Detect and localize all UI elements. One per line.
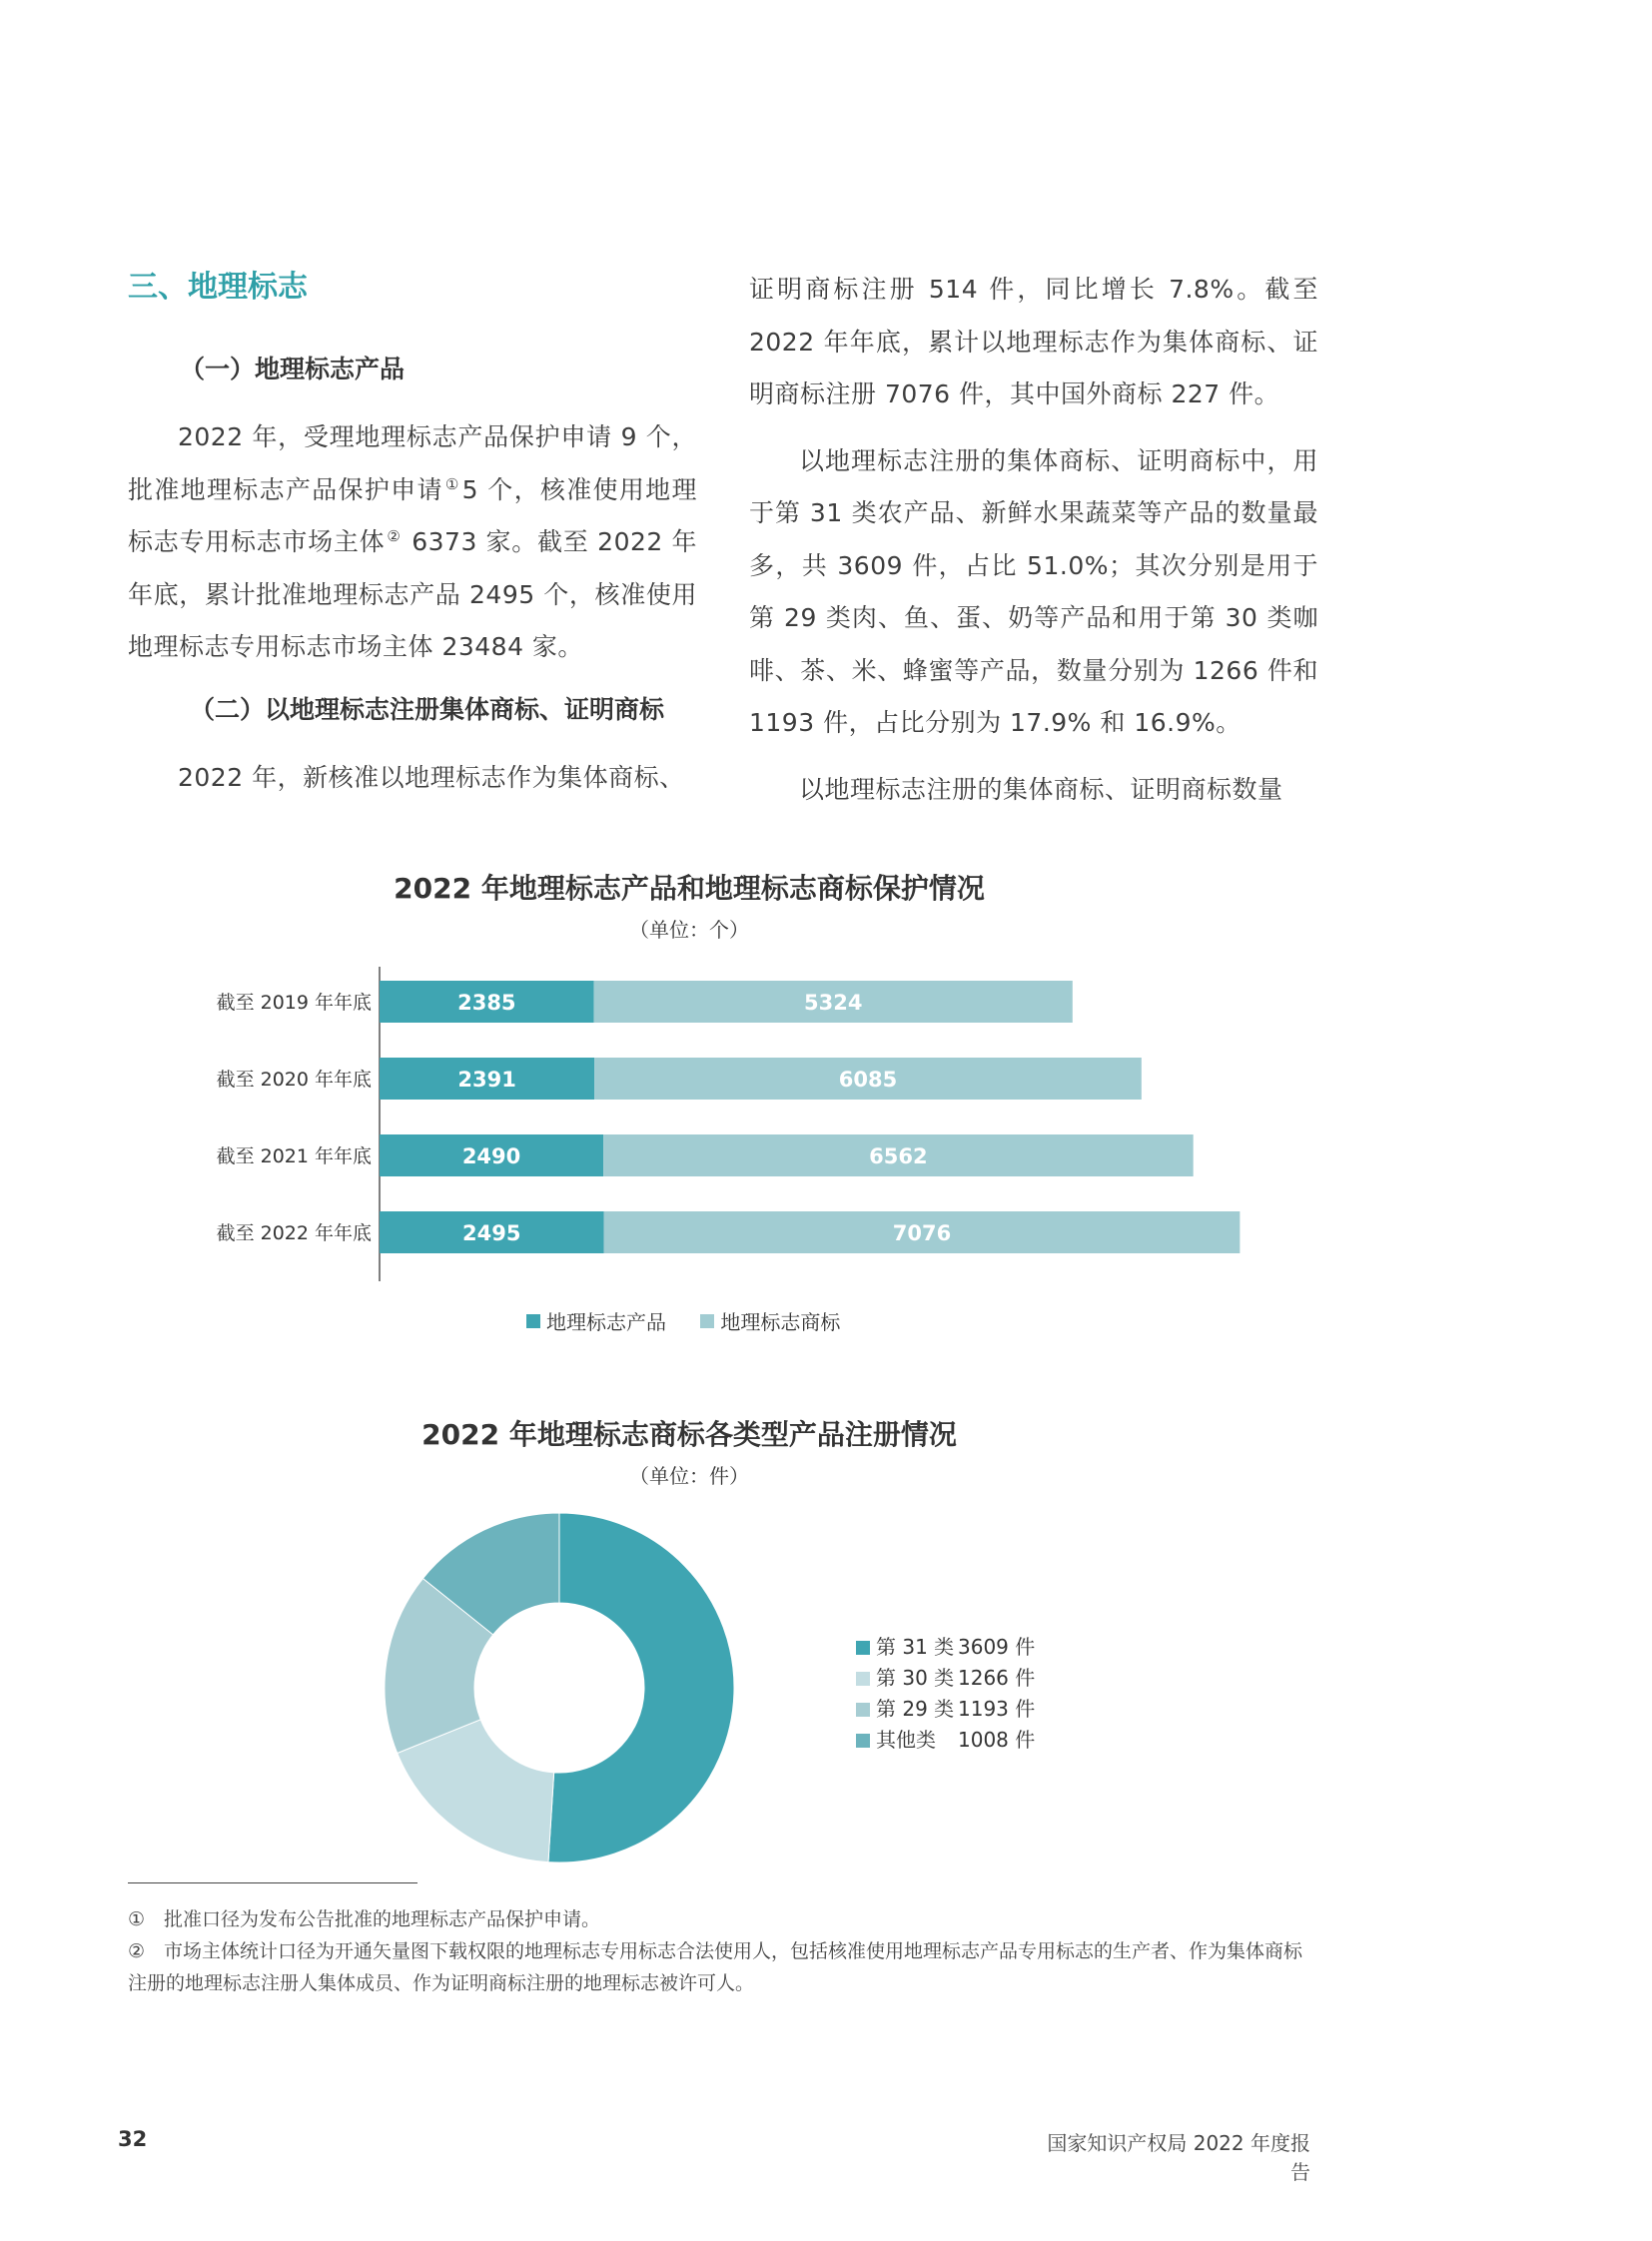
footnotes [128,1903,1306,1999]
data-label: 2495 [462,1221,521,1245]
data-label: 2490 [461,1144,521,1168]
footnote-1: ① 批准口径为发布公告批准的地理标志产品保护申请。 [128,1908,601,1930]
subsection-title-trademarks: （二）以地理标志注册集体商标、证明商标 [190,694,665,724]
data-label: 2385 [457,991,516,1015]
category-label: 截至 2020 年年底 [216,1069,372,1091]
data-label: 7076 [892,1221,952,1245]
paragraph-trademark-categories: 以地理标志注册的集体商标、证明商标中，用于第 31 类农产品、新鲜水果蔬菜等产品的数量最多，共 3609 件，占比 51.0%；其次分别是用于第 29 类肉、鱼、蛋、奶等产品和用于第 30 类咖啡、茶、米、蜂蜜等产品，数量分别为 1266 件和 1193 件，占比分别为 17.9% 和 16.9%。 [749,445,1318,737]
bar-chart [180,967,1338,1296]
legend-swatch [526,1314,540,1328]
legend-swatch [856,1672,870,1686]
legend-swatch [856,1641,870,1655]
legend-item-class-30: 第 30 类 1266 件 [856,1663,1035,1694]
paragraph-trademark-count: 以地理标志注册的集体商标、证明商标数量 [799,774,1283,804]
bar-chart-legend [526,1306,868,1335]
donut-chart-unit: （单位：件） [629,1464,749,1488]
category-label: 截至 2021 年年底 [216,1145,372,1167]
donut-chart-legend [856,1632,1035,1756]
left-column [128,258,697,818]
footnote-ref-2[interactable]: ② [387,527,402,545]
legend-swatch [856,1703,870,1717]
donut-chart [380,1508,739,1868]
paragraph-geo-products: 2022 年，受理地理标志产品保护申请 9 个，批准地理标志产品保护申请 ①5 个，核准使用地理标志专用标志市场主体 ② 6373 家。截至 2022 年年底，累计批准地理标志产品 2495 个，核准使用地理标志专用标志市场主体 23484 家。 [128,422,697,661]
legend-item-products: 地理标志产品 [526,1306,666,1335]
donut-slice-1 [548,1513,734,1863]
legend-item-trademarks: 地理标志商标 [700,1306,840,1335]
footnote-2: ② 市场主体统计口径为开通矢量图下载权限的地理标志专用标志合法使用人，包括核准使用地理标志产品专用标志的生产者、作为集体商标注册的地理标志注册人集体成员、作为证明商标注册的地理标志被许可人。 [128,1940,1303,1994]
subsection-title-geo-products: （一）地理标志产品 [180,355,406,383]
category-label: 截至 2022 年年底 [216,1222,372,1244]
right-column [749,264,1318,830]
paragraph-trademarks-cont: 证明商标注册 514 件，同比增长 7.8%。截至 2022 年年底，累计以地理标志作为集体商标、证明商标注册 7076 件，其中国外商标 227 件。 [749,275,1318,408]
category-label: 截至 2019 年年底 [216,992,372,1014]
legend-item-class-31: 第 31 类 3609 件 [856,1632,1035,1663]
report-name: 国家知识产权局 2022 年度报告 [1047,2131,1310,2184]
data-label: 5324 [804,991,863,1015]
data-label: 2391 [457,1068,516,1092]
footnote-ref-1[interactable]: ① [444,474,460,493]
data-label: 6085 [838,1068,898,1092]
bar-chart-unit: （单位：个） [629,918,749,942]
legend-item-class-29: 第 29 类 1193 件 [856,1694,1035,1725]
donut-chart-title: 2022 年地理标志商标各类型产品注册情况 [421,1418,957,1451]
footnote-divider [128,1882,417,1883]
legend-item-other: 其他类 1008 件 [856,1725,1035,1756]
legend-swatch [700,1314,714,1328]
paragraph-trademarks-start: 2022 年，新核准以地理标志作为集体商标、 [178,762,685,792]
section-title: 三、地理标志 [128,270,308,305]
bar-chart-title: 2022 年地理标志产品和地理标志商标保护情况 [394,872,985,905]
data-label: 6562 [869,1144,928,1168]
page-number: 32 [118,2127,148,2151]
legend-swatch [856,1734,870,1748]
